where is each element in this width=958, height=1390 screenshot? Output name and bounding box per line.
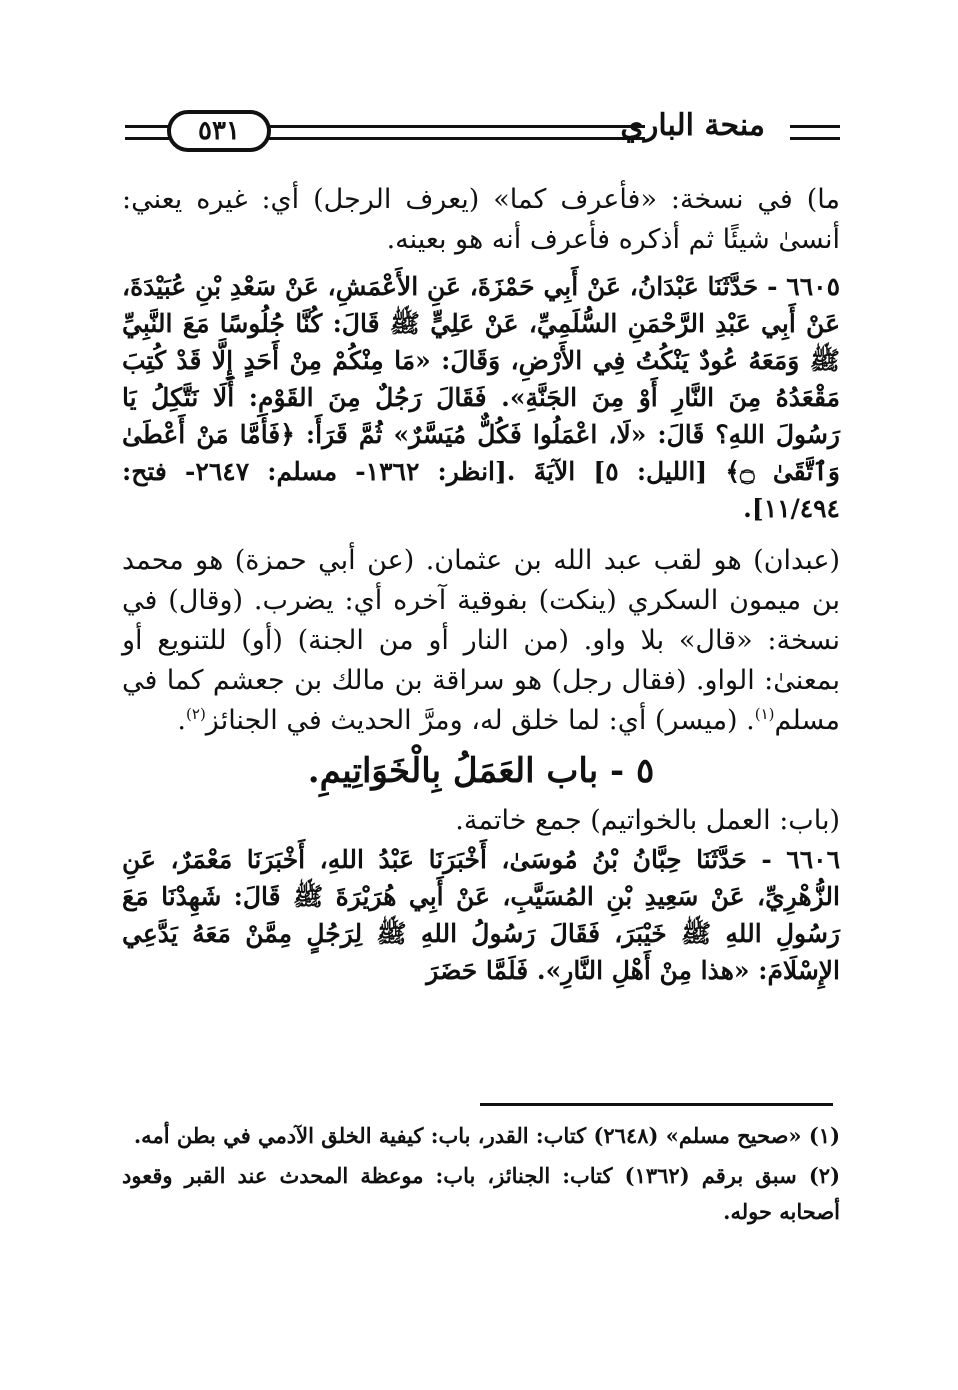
header-rule-left bbox=[125, 125, 170, 140]
commentary-text: . bbox=[177, 705, 187, 736]
commentary-text: . (ميسر) أي: لما خلق له، ومرَّ الحديث في الجنائز bbox=[205, 705, 755, 736]
page-header bbox=[125, 108, 840, 158]
header-rule-middle bbox=[262, 125, 645, 140]
footnote-separator bbox=[480, 1103, 833, 1106]
footnote-ref[interactable]: (٢) bbox=[186, 705, 206, 723]
page-number: ٥٣١ bbox=[167, 110, 271, 152]
footnote-item: (١) «صحيح مسلم» (٢٦٤٨) كتاب: القدر، باب: كيفية الخلق الآدمي في بطن أمه. bbox=[133, 1123, 840, 1148]
page-body bbox=[122, 180, 840, 989]
chapter-gloss: (باب: العمل بالخواتيم) جمع خاتمة. bbox=[455, 805, 840, 836]
hadith-6606: ٦٦٠٦ - حَدَّثَنَا حِبَّانُ بْنُ مُوسَىٰ، أَخْبَرَنَا عَبْدُ اللهِ، أَخْبَرَنَا مَعْمَرٌ، عَنِ الزُّهْرِيِّ، عَنْ سَعِيدِ بْنِ المُسَيَّبِ، عَنْ أَبِي هُرَيْرَةَ ﷺ قَالَ: شَهِدْنَا مَعَ رَسُولِ اللهِ ﷺ خَيْبَرَ، فَقَالَ رَسُولُ اللهِ ﷺ لِرَجُلٍ مِمَّنْ مَعَهُ يَدَّعِي الإِسْلَامَ: «هذا مِنْ أَهْلِ النَّارِ». فَلَمَّا حَضَرَ bbox=[122, 845, 841, 985]
commentary-paragraph: ما) في نسخة: «فأعرف كما» (يعرف الرجل) أي: غيره يعني: أنسىٰ شيئًا ثم أذكره فأعرف أنه هو بعينه. bbox=[122, 184, 840, 255]
commentary-text: (عبدان) هو لقب عبد الله بن عثمان. (عن أبي حمزة) هو محمد بن ميمون السكري (ينكت) بفوقية آخره أي: يضرب. (وقال) في نسخة: «قال» بلا واو. (من النار أو من الجنة) (أو) للتنويع أو بمعنىٰ: الواو. (فقال رجل) هو سراقة بن مالك بن جعشم كما في مسلم bbox=[122, 545, 840, 736]
commentary-paragraph bbox=[122, 541, 840, 741]
book-title: منحة الباري bbox=[620, 108, 765, 143]
hadith-6605: ٦٦٠٥ - حَدَّثَنَا عَبْدَانُ، عَنْ أَبِي حَمْزَةَ، عَنِ الأَعْمَشِ، عَنْ سَعْدِ بْنِ عُبَيْدَةَ، عَنْ أَبِي عَبْدِ الرَّحْمَنِ السُّلَمِيِّ، عَنْ عَلِيٍّ ﷺ قَالَ: كُنَّا جُلُوسًا مَعَ النَّبِيِّ ﷺ وَمَعَهُ عُودٌ يَنْكُتُ فِي الأَرْضِ، وَقَالَ: «مَا مِنْكُمْ مِنْ أَحَدٍ إِلَّا قَدْ كُتِبَ مَقْعَدُهُ مِنَ النَّارِ أَوْ مِنَ الجَنَّةِ». فَقَالَ رَجُلٌ مِنَ القَوْمِ: أَلَا نَتَّكِلُ يَا رَسُولَ اللهِ؟ قَالَ: «لَا، اعْمَلُوا فَكُلٌّ مُيَسَّرٌ» ثُمَّ قَرَأَ: ﴿فَأَمَّا مَنْ أَعْطَىٰ وَٱتَّقَىٰ ۝﴾ [الليل: ٥] الآيَةَ .[انظر: ١٣٦٢- مسلم: ٢٦٤٧- فتح: ١١/٤٩٤]. bbox=[122, 272, 840, 523]
header-rule-right bbox=[790, 125, 840, 140]
chapter-heading: ٥ - باب العَمَلُ بِالْخَوَاتِيمِ. bbox=[307, 751, 655, 791]
footnote-ref[interactable]: (١) bbox=[754, 705, 775, 723]
footnote-item: (٢) سبق برقم (١٣٦٢) كتاب: الجنائز، باب: موعظة المحدث عند القبر وقعود أصحابه حوله. bbox=[122, 1163, 840, 1224]
footnotes bbox=[122, 1118, 840, 1234]
